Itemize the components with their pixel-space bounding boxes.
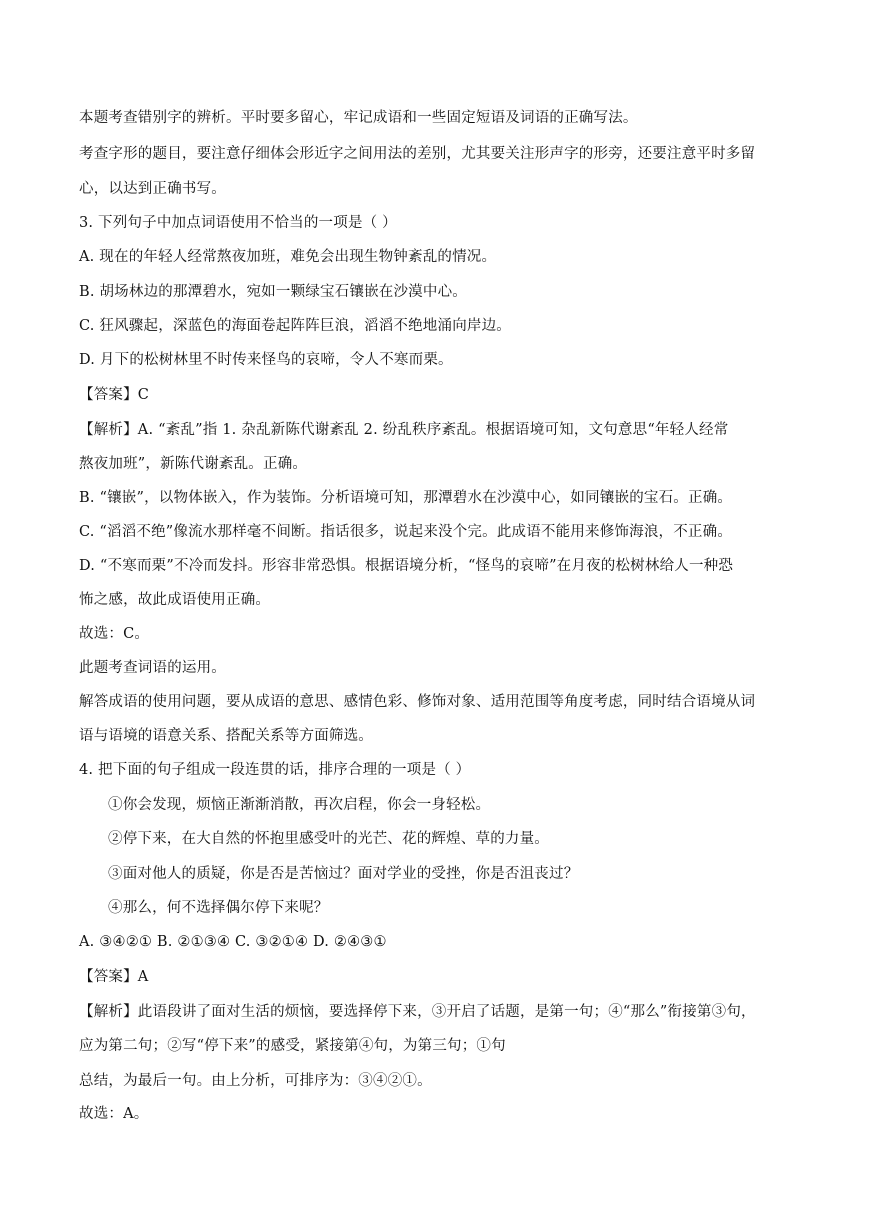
question-4-sentence-1: ①你会发现，烦恼正渐渐消散，再次启程，你会一身轻松。 [108, 797, 491, 813]
question-3-option-c: C. 狂风骤起，深蓝色的海面卷起阵阵巨浪，滔滔不绝地涌向岸边。 [79, 318, 511, 334]
text-line: 语与语境的语意关系、搭配关系等方面筛选。 [79, 728, 373, 744]
text-line: 总结，为最后一句。由上分析，可排序为：③④②①。 [79, 1073, 432, 1089]
question-4-sentence-2: ②停下来，在大自然的怀抱里感受叶的光芒、花的辉煌、草的力量。 [108, 831, 549, 847]
text-line: B. “镶嵌”，以物体嵌入，作为装饰。分析语境可知，那潭碧水在沙漠中心，如同镶嵌的宝石。正确。 [79, 490, 733, 506]
text-line: 此题考查词语的运用。 [79, 660, 226, 676]
text-line: D. “不寒而栗”不冷而发抖。形容非常恐惧。根据语境分析，“怪鸟的哀啼”在月夜的松树林给人一种恐 [79, 558, 734, 574]
text-line: 熬夜加班”，新陈代谢紊乱。正确。 [79, 456, 308, 472]
text-line: C. “滔滔不绝”像流水那样毫不间断。指话很多，说起来没个完。此成语不能用来修饰海浪，不正确。 [79, 524, 733, 540]
text-line: 心，以达到正确书写。 [79, 181, 226, 197]
question-3-answer: 【答案】C [79, 387, 150, 403]
question-3-stem: 3. 下列句子中加点词语使用不恰当的一项是（ ） [79, 215, 397, 231]
text-line: 应为第二句；②写“停下来”的感受，紧接第④句，为第三句；①句 [79, 1038, 506, 1054]
question-4-sentence-4: ④那么，何不选择偶尔停下来呢？ [108, 900, 329, 916]
question-4-analysis: 【解析】此语段讲了面对生活的烦恼，要选择停下来，③开启了话题，是第一句；④“那么”衔接第③句， [79, 1004, 756, 1020]
text-line: 本题考查错别字的辨析。平时要多留心，牢记成语和一些固定短语及词语的正确写法。 [79, 110, 638, 126]
question-3-option-a: A. 现在的年轻人经常熬夜加班，难免会出现生物钟紊乱的情况。 [79, 249, 497, 265]
text-line: 考查字形的题目，要注意仔细体会形近字之间用法的差别，尤其要关注形声字的形旁，还要注意平时多留 [79, 146, 756, 162]
text-line: 故选：C。 [79, 626, 150, 642]
question-4-sentence-3: ③面对他人的质疑，你是否是苦恼过？面对学业的受挫，你是否沮丧过？ [108, 866, 579, 882]
question-3-analysis: 【解析】A. “紊乱”指 1. 杂乱新陈代谢紊乱 2. 纷乱秩序紊乱。根据语境可知，文句意思“年轻人经常 [79, 422, 729, 438]
question-3-option-b: B. 胡场林边的那潭碧水，宛如一颗绿宝石镶嵌在沙漠中心。 [79, 284, 467, 300]
question-3-option-d: D. 月下的松树林里不时传来怪鸟的哀啼，令人不寒而栗。 [79, 352, 453, 368]
text-line: 解答成语的使用问题，要从成语的意思、感情色彩、修饰对象、适用范围等角度考虑，同时结合语境从词 [79, 694, 756, 710]
text-line: 怖之感，故此成语使用正确。 [79, 592, 271, 608]
question-4-stem: 4. 把下面的句子组成一段连贯的话，排序合理的一项是（ ） [79, 762, 471, 778]
question-4-answer: 【答案】A [79, 969, 149, 985]
text-line: 故选：A。 [79, 1106, 149, 1122]
question-4-options: A. ③④②① B. ②①③④ C. ③②①④ D. ②④③① [79, 934, 387, 950]
